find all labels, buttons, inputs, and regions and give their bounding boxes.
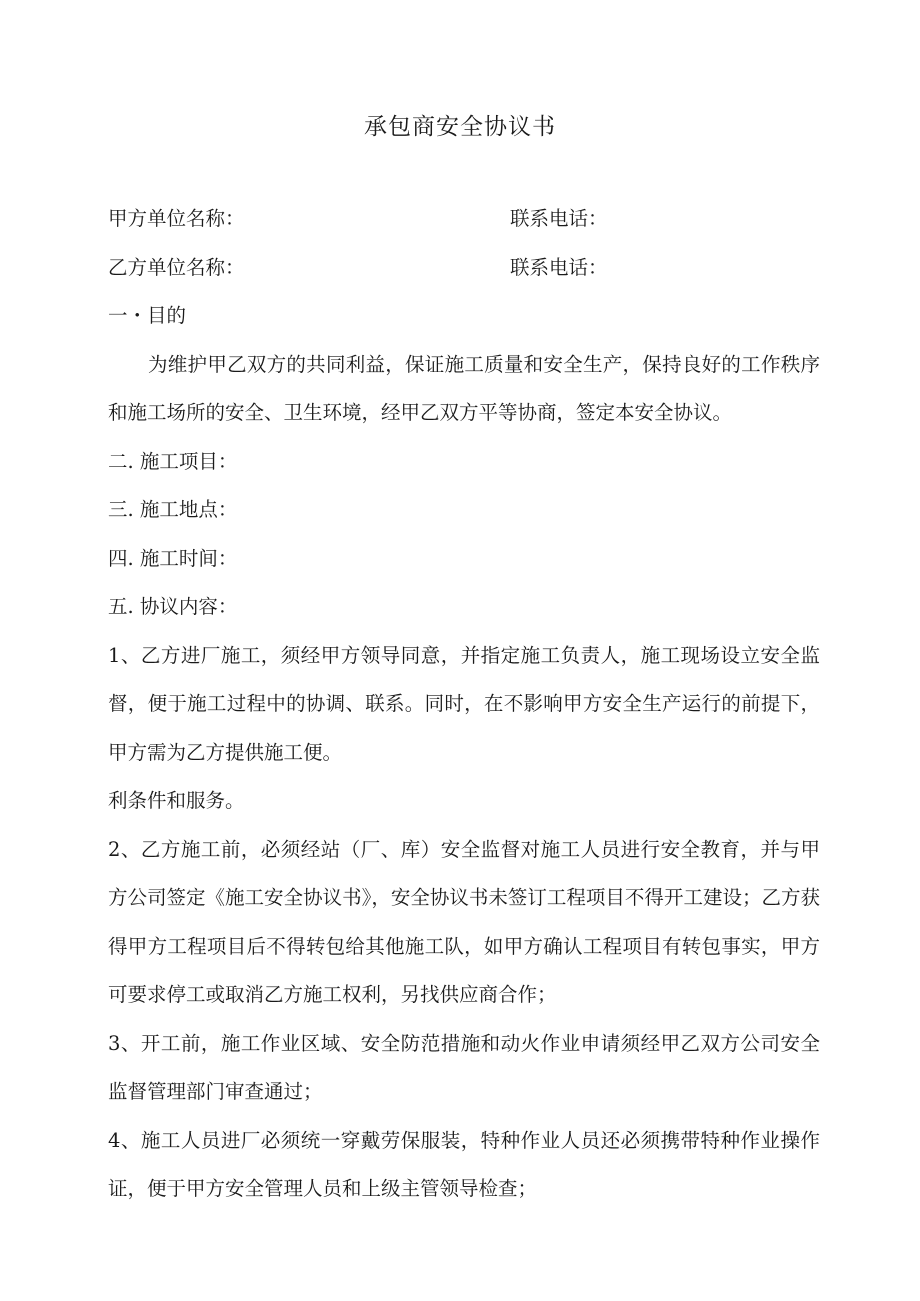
clause-2: 2、乙方施工前，必须经站（厂、库）安全监督对施工人员进行安全教育，并与甲方公司签定《施工安全协议书》，安全协议书未签订工程项目不得开工建设；乙方获得甲方工程项目后不得转包给其他施工队，如甲方确认工程项目有转包事实，甲方可要求停工或取消乙方施工权利，另找供应商合作； — [108, 837, 820, 1006]
section-project-heading: 二. 施工项目： — [108, 449, 238, 473]
clause-4: 4、施工人员进厂必须统一穿戴劳保服装，特种作业人员还必须携带特种作业操作证，便于甲方安全管理人员和上级主管领导检查； — [108, 1128, 820, 1200]
clause-1: 1、乙方进厂施工，须经甲方领导同意，并指定施工负责人，施工现场设立安全监督，便于施工过程中的协调、联系。同时，在不影响甲方安全生产运行的前提下，甲方需为乙方提供施工便。 — [108, 643, 820, 764]
section-content-heading: 五. 协议内容： — [108, 595, 238, 618]
clause-3: 3、开工前，施工作业区域、安全防范措施和动火作业申请须经甲乙双方公司安全监督管理部门审查通过； — [108, 1031, 820, 1103]
section-purpose-heading: 一・目的 — [108, 304, 187, 327]
document-body — [108, 195, 820, 1214]
party-b-name-label: 乙方单位名称： — [108, 255, 245, 279]
party-a-phone-label: 联系电话： — [510, 207, 608, 230]
purpose-paragraph: 为维护甲乙双方的共同利益，保证施工质量和安全生产，保持良好的工作秩序和施工场所的安全、卫生环境，经甲乙双方平等协商，签定本安全协议。 — [108, 352, 820, 424]
party-b-row — [108, 244, 820, 293]
party-b-phone-label: 联系电话： — [510, 255, 608, 279]
clause-1-continuation: 利条件和服务。 — [108, 789, 245, 812]
document-title: 承包商安全协议书 — [364, 114, 556, 140]
party-a-name-label: 甲方单位名称： — [108, 207, 245, 230]
section-time-heading: 四. 施工时间： — [108, 546, 238, 570]
section-location-heading: 三. 施工地点： — [108, 498, 238, 521]
party-a-row — [108, 195, 820, 244]
